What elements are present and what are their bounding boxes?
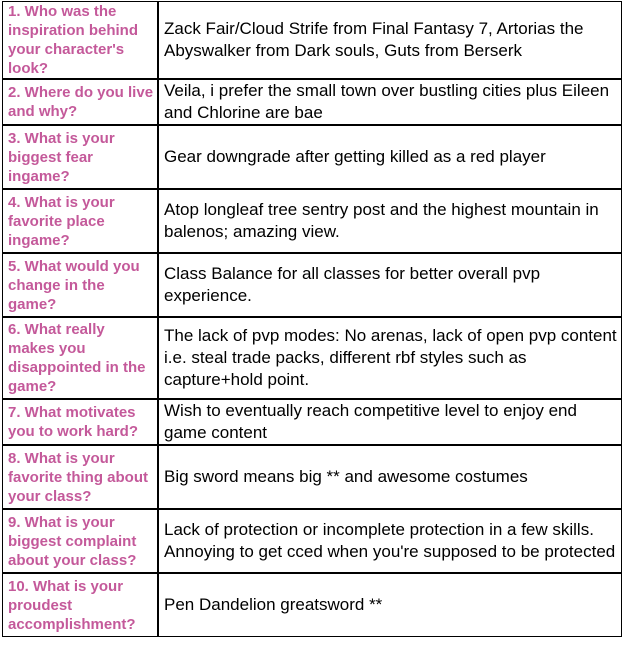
answer-cell: Lack of protection or incomplete protection in a few skills. Annoying to get cced when you're supposed to be protected — [158, 509, 622, 573]
answer-cell: Atop longleaf tree sentry post and the highest mountain in balenos; amazing view. — [158, 189, 622, 253]
table-row — [2, 573, 622, 637]
answer-cell: Wish to eventually reach competitive level to enjoy end game content — [158, 399, 622, 445]
answer-cell: Zack Fair/Cloud Strife from Final Fantasy 7, Artorias the Abyswalker from Dark souls, Guts from Berserk — [158, 1, 622, 79]
answer-cell: Class Balance for all classes for better overall pvp experience. — [158, 253, 622, 317]
table-row — [2, 1, 622, 79]
answer-cell: Veila, i prefer the small town over bustling cities plus Eileen and Chlorine are bae — [158, 79, 622, 125]
question-cell: 10. What is your proudest accomplishment? — [2, 573, 158, 637]
table-row — [2, 253, 622, 317]
table-row — [2, 125, 622, 189]
answer-cell: Pen Dandelion greatsword ** — [158, 573, 622, 637]
table-row — [2, 189, 622, 253]
table-row — [2, 399, 622, 445]
question-cell: 9. What is your biggest complaint about your class? — [2, 509, 158, 573]
question-cell: 6. What really makes you disappointed in the game? — [2, 317, 158, 399]
question-cell: 5. What would you change in the game? — [2, 253, 158, 317]
answer-cell: Gear downgrade after getting killed as a red player — [158, 125, 622, 189]
question-cell: 3. What is your biggest fear ingame? — [2, 125, 158, 189]
question-cell: 4. What is your favorite place ingame? — [2, 189, 158, 253]
table-row — [2, 445, 622, 509]
question-cell: 7. What motivates you to work hard? — [2, 399, 158, 445]
question-cell: 2. Where do you live and why? — [2, 79, 158, 125]
answer-cell: The lack of pvp modes: No arenas, lack of open pvp content i.e. steal trade packs, different rbf styles such as capture+hold point. — [158, 317, 622, 399]
table-row — [2, 79, 622, 125]
table-row — [2, 317, 622, 399]
question-cell: 1. Who was the inspiration behind your character's look? — [2, 1, 158, 79]
question-cell: 8. What is your favorite thing about your class? — [2, 445, 158, 509]
answer-cell: Big sword means big ** and awesome costumes — [158, 445, 622, 509]
qa-table — [2, 1, 622, 637]
table-row — [2, 509, 622, 573]
